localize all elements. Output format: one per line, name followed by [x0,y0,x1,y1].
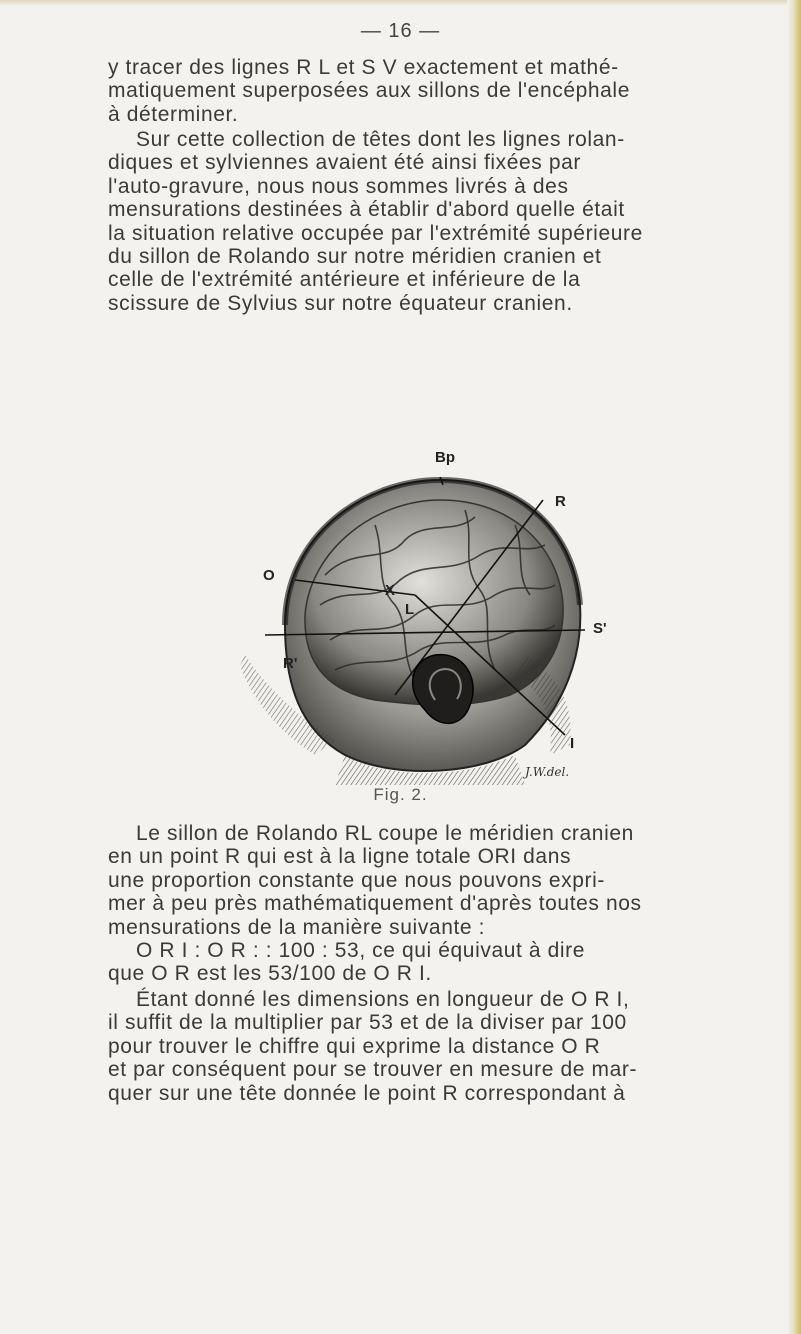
paragraph-3 [108,822,708,986]
text-line: Sur cette collection de têtes dont les lignes rolan- [136,128,625,151]
label-r-prime: R' [283,655,298,672]
text-line: pour trouver le chiffre qui exprime la distance O R [108,1034,601,1058]
text-line: y tracer des lignes R L et S V exactement et mathé- [108,56,619,79]
label-i: I [570,735,575,752]
paragraph-1 [108,56,708,126]
text-line: O R I : O R : : 100 : 53, ce qui équivaut à dire [136,939,586,963]
brain-figure [225,449,635,785]
text-line: diques et sylviennes avaient été ainsi fixées par [108,151,581,175]
text-line: mer à peu près mathématiquement d'après toutes nos [108,892,642,916]
paragraph-4 [108,988,708,1105]
text-line: la situation relative occupée par l'extrémité supérieure [108,221,643,245]
text-line: mensurations de la manière suivante : [108,915,486,939]
text-line: quer sur une tête donnée le point R correspondant à [108,1081,626,1105]
label-r: R [555,493,566,510]
text-line: que O R est les 53/100 de O R I. [108,962,432,986]
illustrator-signature: J.W.del. [525,765,570,779]
text-line: l'auto-gravure, nous nous sommes livrés à des [108,174,569,198]
text-line: scissure de Sylvius sur notre équateur cranien. [108,291,573,315]
text-line: il suffit de la multiplier par 53 et de la diviser par 100 [108,1011,627,1035]
text-line: à déterminer. [108,102,239,126]
label-o: O [263,567,275,584]
paragraph-2 [108,128,708,315]
page-number: — 16 — [360,20,441,42]
text-line: du sillon de Rolando sur notre méridien cranien et [108,245,602,269]
page-side-edge [787,0,801,1334]
text-line: Étant donné les dimensions en longueur de O R I, [136,988,630,1011]
text-line: celle de l'extrémité antérieure et inférieure de la [108,268,581,292]
label-x: X [385,582,396,599]
text-line: mensurations destinées à établir d'abord quelle était [108,198,625,222]
label-l: L [405,601,415,618]
text-line: en un point R qui est à la ligne totale ORI dans [108,845,572,869]
label-s: S' [593,620,607,637]
text-line: matiquement superposées aux sillons de l'encéphale [108,79,630,103]
text-line: une proportion constante que nous pouvons expri- [108,868,605,892]
label-bp: Bp [435,449,455,466]
text-line: Le sillon de Rolando RL coupe le méridien cranien [136,822,634,845]
figure-caption: Fig. 2. [373,785,428,804]
page-top-edge [0,0,801,6]
text-line: et par conséquent pour se trouver en mesure de mar- [108,1058,638,1082]
